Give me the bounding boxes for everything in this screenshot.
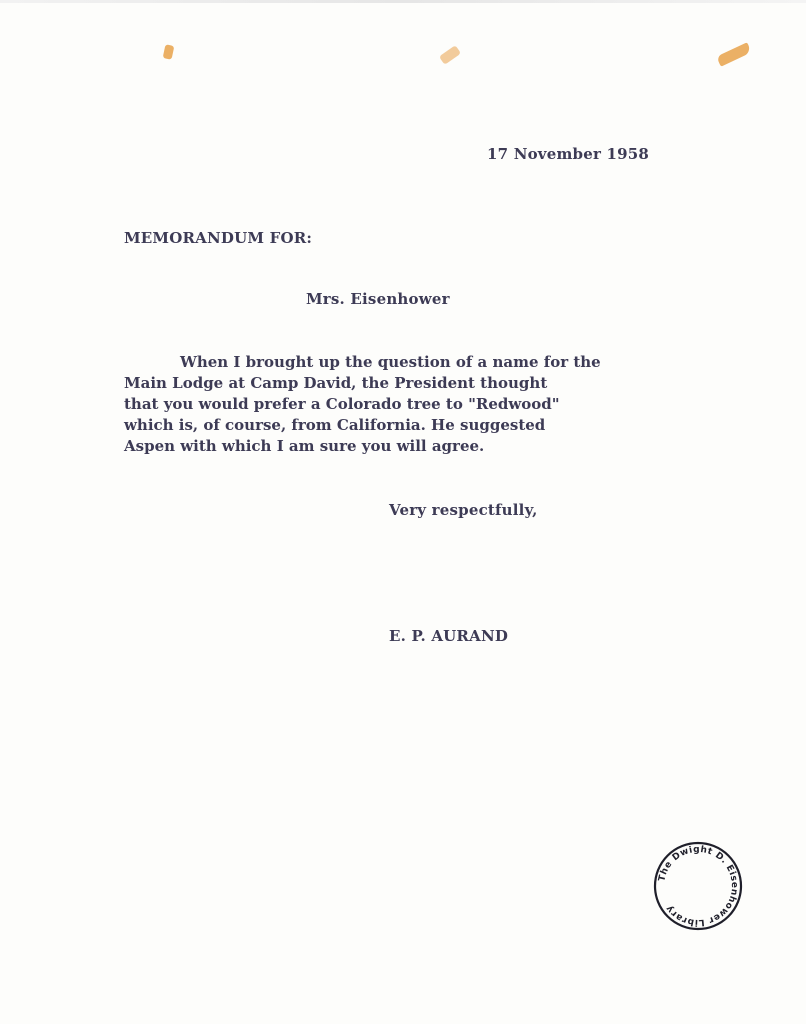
svg-text:The Dwight D. Eisenhower Libra	[657, 845, 739, 927]
library-stamp-icon	[652, 840, 744, 932]
stamp-text: The Dwight D. Eisenhower Library	[657, 844, 740, 928]
memo-addressee: Mrs. Eisenhower	[306, 290, 450, 308]
memo-body	[124, 352, 644, 457]
memo-date: 17 November 1958	[487, 145, 650, 163]
memo-body-line: that you would prefer a Colorado tree to "Redwood"	[124, 395, 560, 413]
tape-mark-center	[439, 45, 461, 65]
memo-body-line: Aspen with which I am sure you will agree.	[124, 437, 485, 455]
tape-mark-left	[163, 44, 175, 60]
memo-body-line: which is, of course, from California. He suggested	[124, 416, 546, 434]
memo-closing: Very respectfully,	[389, 501, 538, 519]
memo-body-line: When I brought up the question of a name for the	[180, 353, 601, 371]
tape-mark-right	[716, 42, 751, 66]
memo-body-line: Main Lodge at Camp David, the President thought	[124, 374, 548, 392]
memo-heading: MEMORANDUM FOR:	[124, 229, 313, 247]
page-top-edge	[0, 0, 806, 3]
memo-signature: E. P. AURAND	[389, 627, 509, 645]
